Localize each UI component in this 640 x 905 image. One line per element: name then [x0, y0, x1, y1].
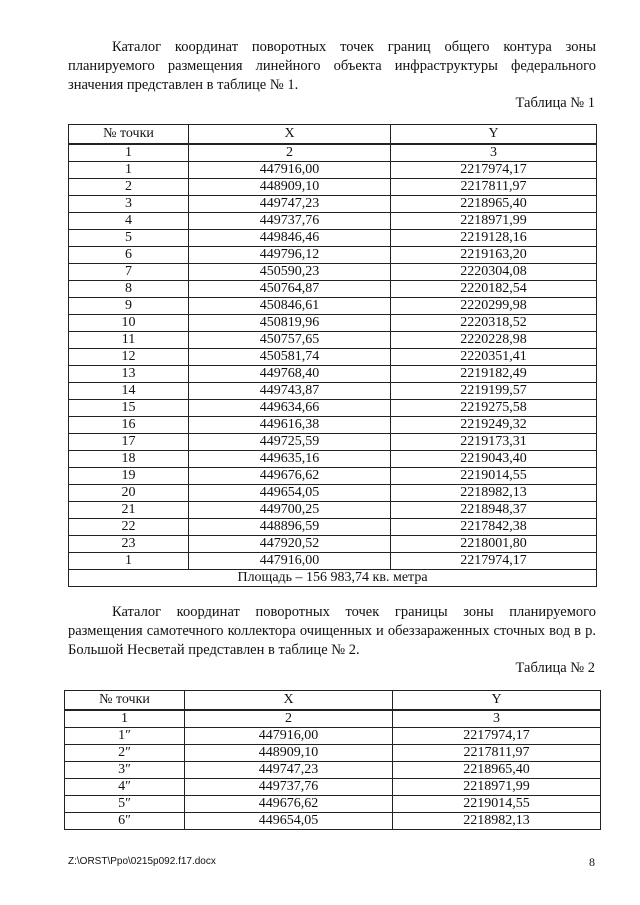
table-2-label: Таблица № 2 [515, 660, 595, 676]
point-number-cell: 3 [69, 196, 189, 213]
column-number-cell: 2 [189, 144, 391, 162]
x-coordinate-cell: 449616,38 [189, 417, 391, 434]
x-coordinate-cell: 449725,59 [189, 434, 391, 451]
point-number-cell: 1″ [65, 728, 185, 745]
x-coordinate-cell: 450846,61 [189, 298, 391, 315]
y-coordinate-cell: 2220182,54 [391, 281, 597, 298]
point-number-cell: 14 [69, 383, 189, 400]
header-row [65, 691, 601, 711]
y-coordinate-cell: 2219128,16 [391, 230, 597, 247]
x-coordinate-cell: 449747,23 [189, 196, 391, 213]
x-coordinate-cell: 450764,87 [189, 281, 391, 298]
table-1-label: Таблица № 1 [515, 95, 595, 111]
table-row [69, 230, 597, 247]
point-number-cell: 5″ [65, 796, 185, 813]
table-row [69, 519, 597, 536]
column-number-cell: 3 [393, 710, 601, 728]
x-coordinate-cell: 449700,25 [189, 502, 391, 519]
table-row [65, 762, 601, 779]
y-coordinate-cell: 2220351,41 [391, 349, 597, 366]
y-coordinate-cell: 2219249,32 [391, 417, 597, 434]
y-coordinate-cell: 2218948,37 [391, 502, 597, 519]
point-number-cell: 23 [69, 536, 189, 553]
x-coordinate-cell: 450590,23 [189, 264, 391, 281]
point-number-cell: 22 [69, 519, 189, 536]
table-row [69, 315, 597, 332]
table-row [69, 196, 597, 213]
y-coordinate-cell: 2217811,97 [393, 745, 601, 762]
point-number-cell: 2 [69, 179, 189, 196]
x-coordinate-cell: 449654,05 [189, 485, 391, 502]
y-coordinate-cell: 2217811,97 [391, 179, 597, 196]
column-header: X [189, 125, 391, 145]
point-number-cell: 13 [69, 366, 189, 383]
x-coordinate-cell: 449676,62 [189, 468, 391, 485]
x-coordinate-cell: 447920,52 [189, 536, 391, 553]
point-number-cell: 7 [69, 264, 189, 281]
table-row [69, 468, 597, 485]
column-header: X [185, 691, 393, 711]
x-coordinate-cell: 449737,76 [185, 779, 393, 796]
table-row [69, 366, 597, 383]
table-row [69, 502, 597, 519]
area-row [69, 570, 597, 587]
table-row [69, 383, 597, 400]
y-coordinate-cell: 2217974,17 [393, 728, 601, 745]
intro-paragraph-2: Каталог координат поворотных точек границы зоны планируемого размещения самотечного коллектора очищенных и обеззараженных сточных вод в р. Большой Несветай представлен в таблице № 2. [68, 604, 596, 658]
x-coordinate-cell: 449846,46 [189, 230, 391, 247]
y-coordinate-cell: 2218971,99 [391, 213, 597, 230]
table-row [69, 417, 597, 434]
point-number-cell: 19 [69, 468, 189, 485]
table-row [69, 536, 597, 553]
point-number-cell: 16 [69, 417, 189, 434]
point-number-cell: 1 [69, 162, 189, 179]
point-number-cell: 6 [69, 247, 189, 264]
column-number-cell: 2 [185, 710, 393, 728]
point-number-cell: 11 [69, 332, 189, 349]
page-number: 8 [589, 855, 595, 869]
y-coordinate-cell: 2218982,13 [393, 813, 601, 830]
column-header: Y [391, 125, 597, 145]
y-coordinate-cell: 2219014,55 [393, 796, 601, 813]
table-row [65, 728, 601, 745]
column-number-cell: 3 [391, 144, 597, 162]
table-row [69, 332, 597, 349]
y-coordinate-cell: 2219043,40 [391, 451, 597, 468]
point-number-cell: 8 [69, 281, 189, 298]
column-number-cell: 1 [69, 144, 189, 162]
point-number-cell: 21 [69, 502, 189, 519]
point-number-cell: 2″ [65, 745, 185, 762]
table-row [69, 485, 597, 502]
y-coordinate-cell: 2219173,31 [391, 434, 597, 451]
x-coordinate-cell: 449635,16 [189, 451, 391, 468]
x-coordinate-cell: 449634,66 [189, 400, 391, 417]
point-number-cell: 5 [69, 230, 189, 247]
x-coordinate-cell: 449747,23 [185, 762, 393, 779]
x-coordinate-cell: 448909,10 [189, 179, 391, 196]
x-coordinate-cell: 450819,96 [189, 315, 391, 332]
x-coordinate-cell: 447916,00 [189, 553, 391, 570]
table-row [69, 298, 597, 315]
table-row [69, 434, 597, 451]
y-coordinate-cell: 2217974,17 [391, 162, 597, 179]
table-row [69, 400, 597, 417]
y-coordinate-cell: 2219163,20 [391, 247, 597, 264]
column-header: № точки [69, 125, 189, 145]
point-number-cell: 9 [69, 298, 189, 315]
column-header: Y [393, 691, 601, 711]
y-coordinate-cell: 2220318,52 [391, 315, 597, 332]
x-coordinate-cell: 447916,00 [185, 728, 393, 745]
point-number-cell: 18 [69, 451, 189, 468]
table-row [69, 281, 597, 298]
y-coordinate-cell: 2218982,13 [391, 485, 597, 502]
x-coordinate-cell: 448909,10 [185, 745, 393, 762]
y-coordinate-cell: 2217974,17 [391, 553, 597, 570]
point-number-cell: 3″ [65, 762, 185, 779]
y-coordinate-cell: 2220304,08 [391, 264, 597, 281]
x-coordinate-cell: 449796,12 [189, 247, 391, 264]
x-coordinate-cell: 450757,65 [189, 332, 391, 349]
y-coordinate-cell: 2218965,40 [393, 762, 601, 779]
table-row [65, 813, 601, 830]
table-row [65, 779, 601, 796]
x-coordinate-cell: 449737,76 [189, 213, 391, 230]
area-total-cell: Площадь – 156 983,74 кв. метра [69, 570, 597, 587]
table-row [69, 162, 597, 179]
y-coordinate-cell: 2218971,99 [393, 779, 601, 796]
coordinates-table-1 [68, 124, 597, 587]
table-row [69, 247, 597, 264]
point-number-cell: 15 [69, 400, 189, 417]
table-row [69, 179, 597, 196]
table-row [69, 264, 597, 281]
point-number-cell: 20 [69, 485, 189, 502]
header-row [69, 125, 597, 145]
table-row [69, 213, 597, 230]
column-number-row [69, 144, 597, 162]
table-row [65, 745, 601, 762]
point-number-cell: 4″ [65, 779, 185, 796]
x-coordinate-cell: 449743,87 [189, 383, 391, 400]
y-coordinate-cell: 2219275,58 [391, 400, 597, 417]
table-row [69, 349, 597, 366]
intro-paragraph-1: Каталог координат поворотных точек границ общего контура зоны планируемого размещения линейного объекта инфраструктуры федерального значения представлен в таблице № 1. [68, 39, 596, 93]
table-row [65, 796, 601, 813]
column-header: № точки [65, 691, 185, 711]
coordinates-table-2 [64, 690, 601, 830]
point-number-cell: 4 [69, 213, 189, 230]
y-coordinate-cell: 2219199,57 [391, 383, 597, 400]
point-number-cell: 12 [69, 349, 189, 366]
column-number-row [65, 710, 601, 728]
y-coordinate-cell: 2218001,80 [391, 536, 597, 553]
y-coordinate-cell: 2219014,55 [391, 468, 597, 485]
column-number-cell: 1 [65, 710, 185, 728]
x-coordinate-cell: 448896,59 [189, 519, 391, 536]
y-coordinate-cell: 2217842,38 [391, 519, 597, 536]
y-coordinate-cell: 2220299,98 [391, 298, 597, 315]
point-number-cell: 1 [69, 553, 189, 570]
y-coordinate-cell: 2218965,40 [391, 196, 597, 213]
x-coordinate-cell: 449768,40 [189, 366, 391, 383]
file-path-footer: Z:\ORST\Ppo\0215p092.f17.docx [68, 856, 216, 867]
x-coordinate-cell: 447916,00 [189, 162, 391, 179]
point-number-cell: 10 [69, 315, 189, 332]
x-coordinate-cell: 449654,05 [185, 813, 393, 830]
x-coordinate-cell: 450581,74 [189, 349, 391, 366]
point-number-cell: 6″ [65, 813, 185, 830]
table-row [69, 553, 597, 570]
x-coordinate-cell: 449676,62 [185, 796, 393, 813]
table-row [69, 451, 597, 468]
point-number-cell: 17 [69, 434, 189, 451]
y-coordinate-cell: 2219182,49 [391, 366, 597, 383]
y-coordinate-cell: 2220228,98 [391, 332, 597, 349]
